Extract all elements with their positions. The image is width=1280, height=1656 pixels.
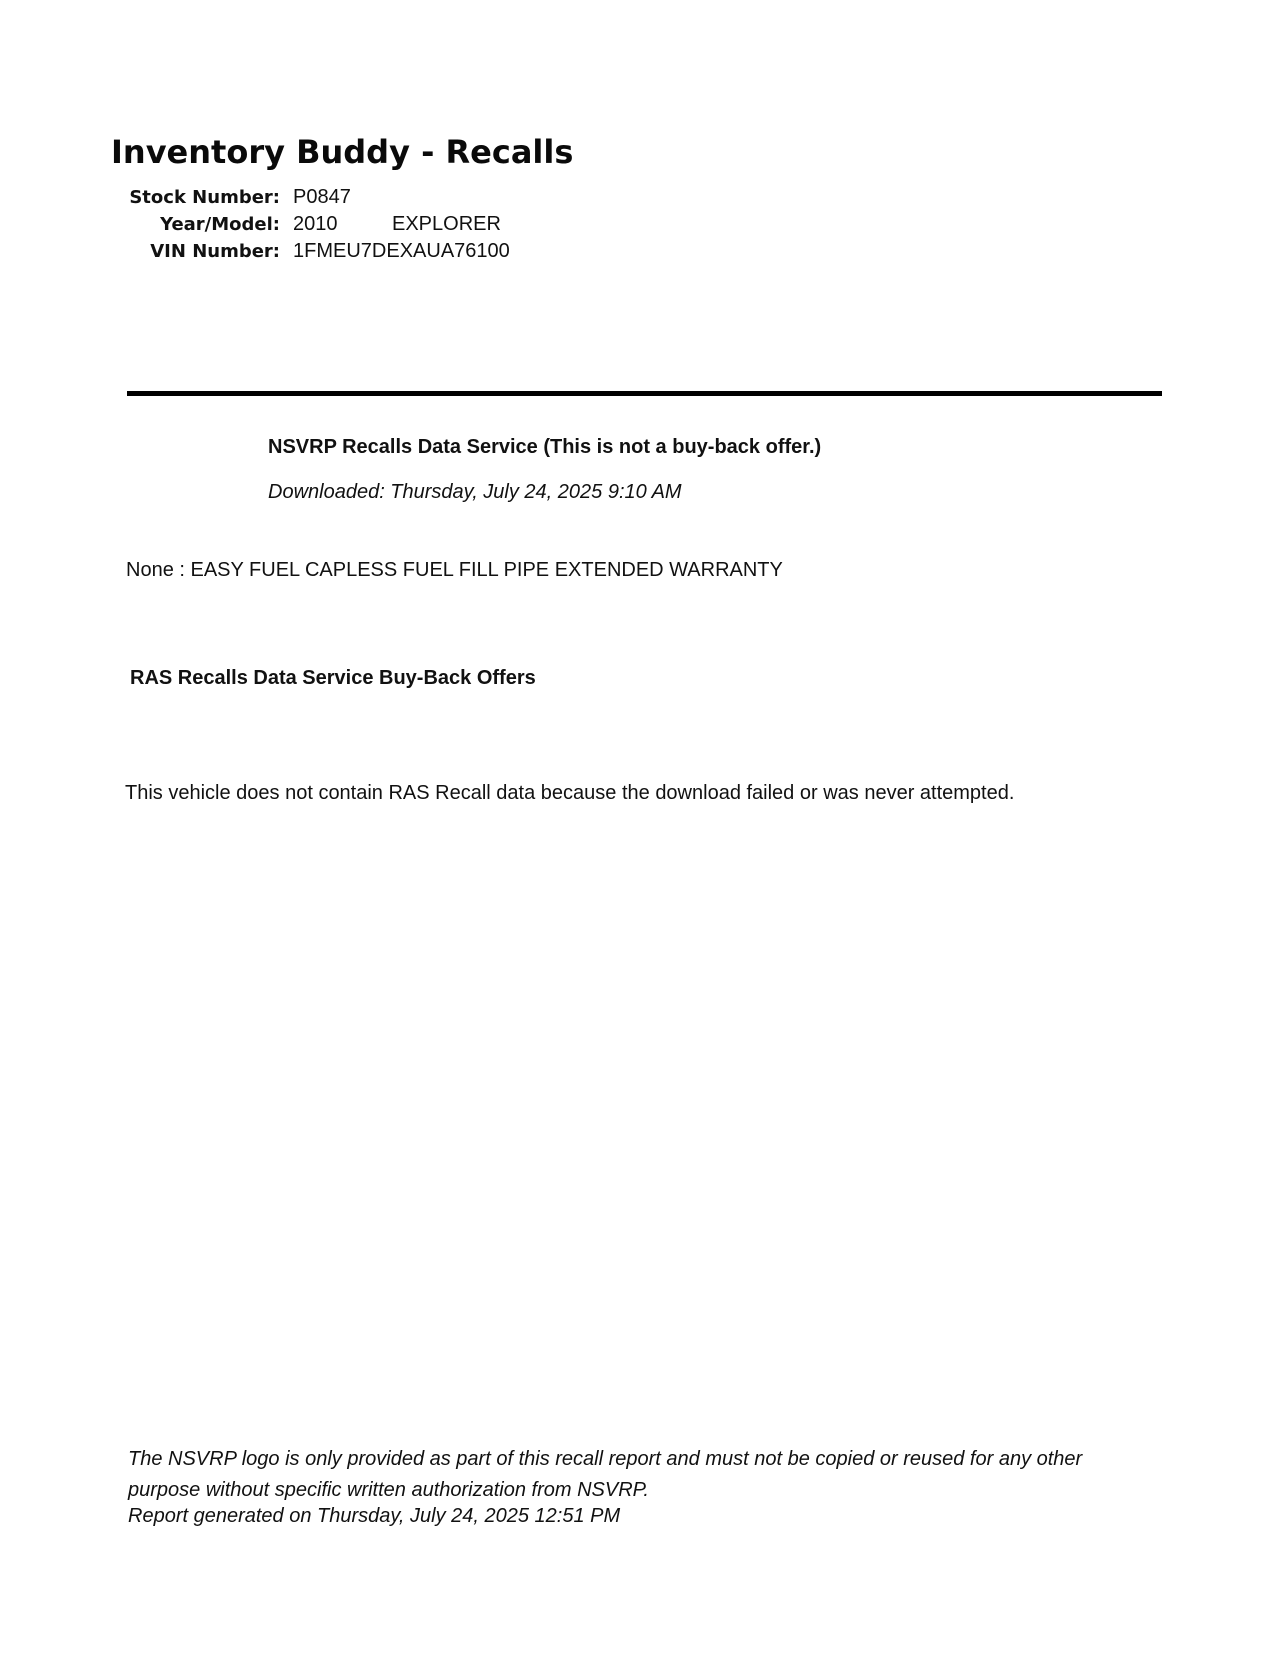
year-model-row [112,213,510,240]
year-model-value [293,213,501,236]
year-value-text: 2010 [293,213,338,235]
vin-number-value-text: 1FMEU7DEXAUA76100 [293,240,510,262]
year-model-label: Year/Model: [160,214,280,235]
ras-status-message: This vehicle does not contain RAS Recall data because the download failed or was never attempted. [125,782,1015,804]
vehicle-info-block [112,186,510,267]
footer-disclaimer: The NSVRP logo is only provided as part of this recall report and must not be copied or reused for any other purpose without specific written authorization from NSVRP. [128,1448,1083,1501]
vin-number-row [112,240,510,267]
nsvrp-section-heading: NSVRP Recalls Data Service (This is not a buy-back offer.) [268,436,822,458]
stock-number-value [293,186,392,209]
vin-number-value [293,240,510,263]
stock-number-value-text: P0847 [293,186,351,208]
stock-number-row [112,186,510,213]
nsvrp-downloaded-timestamp: Downloaded: Thursday, July 24, 2025 9:10 AM [268,481,682,503]
horizontal-divider-rule [127,391,1162,396]
report-generated-timestamp: Report generated on Thursday, July 24, 2025 12:51 PM [128,1505,621,1527]
ras-section-heading: RAS Recalls Data Service Buy-Back Offers [130,667,536,689]
nsvrp-recall-item: None : EASY FUEL CAPLESS FUEL FILL PIPE EXTENDED WARRANTY [126,559,783,581]
vin-number-label: VIN Number: [150,241,280,262]
stock-number-label: Stock Number: [129,187,280,208]
page-title: Inventory Buddy - Recalls [111,133,574,171]
model-value-text: EXPLORER [392,213,501,235]
